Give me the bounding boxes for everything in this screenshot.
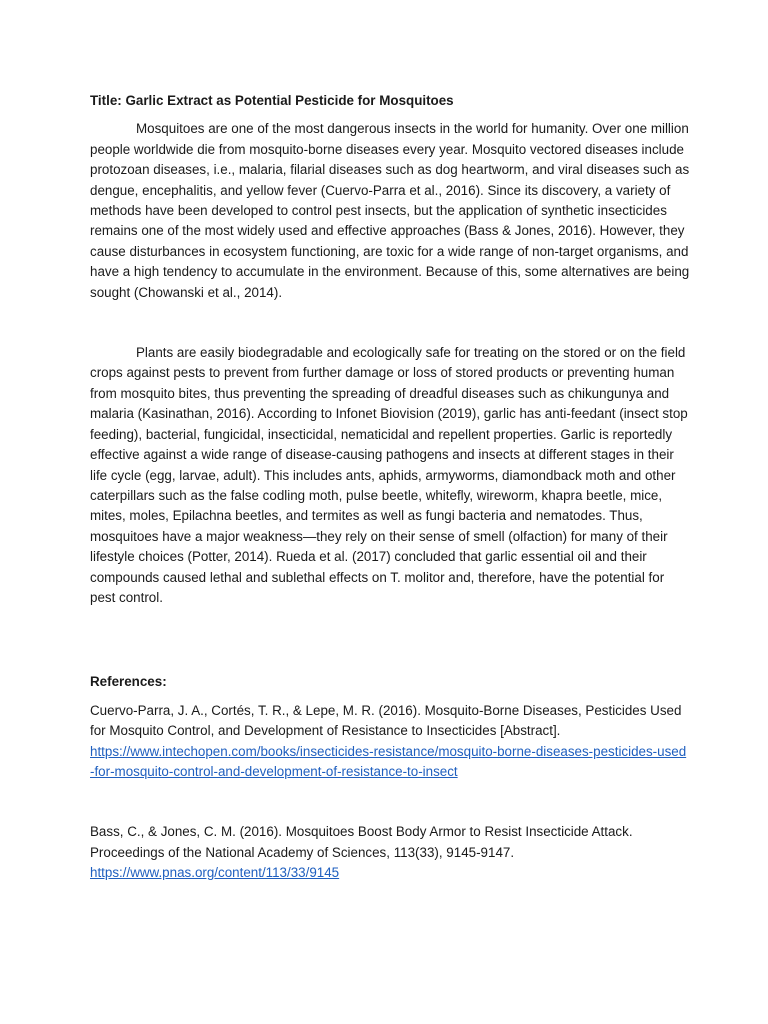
reference-1-citation: Cuervo-Parra, J. A., Cortés, T. R., & Lepe, M. R. (2016). Mosquito-Borne Diseases, Pesticides Used for Mosquito Control, and Development of Resistance to Insecticides [Abstract]. <box>90 702 682 739</box>
section-spacer <box>90 608 690 672</box>
paragraph-spacer <box>90 303 690 343</box>
references-heading: References: <box>90 674 167 690</box>
reference-1 <box>90 701 690 783</box>
reference-1-link[interactable]: https://www.intechopen.com/books/insecticides-resistance/mosquito-borne-diseases-pesticides-used-for-mosquito-control-and-development-of-resistance-to-insect <box>90 743 687 779</box>
reference-2-citation: Bass, C., & Jones, C. M. (2016). Mosquitoes Boost Body Armor to Resist Insecticide Attack. Proceedings of the National Academy of Sciences, 113(33), 9145-9147. <box>90 824 633 860</box>
reference-2 <box>90 822 690 883</box>
body-paragraph-1: Mosquitoes are one of the most dangerous insects in the world for humanity. Over one million people worldwide die from mosquito-borne diseases every year. Mosquito vectored diseases include protozoan diseases, i.e., malaria, filarial diseases such as dog heartworm, and viral diseases such as dengue, encephalitis, and yellow fever (Cuervo-Parra et al., 2016). Since its discovery, a variety of methods have been developed to control pest insects, but the application of synthetic insecticides remains one of the most widely used and effective approaches (Bass & Jones, 2016). However, they cause disturbances in ecosystem functioning, are toxic for a wide range of non-target organisms, and have a high tendency to accumulate in the environment. Because of this, some alternatives are being sought (Chowanski et al., 2014). <box>90 121 690 300</box>
body-paragraph-2: Plants are easily biodegradable and ecologically safe for treating on the stored or on the field crops against pests to prevent from further damage or loss of stored products or preventing human from mosquito bites, thus preventing the spreading of dreadful diseases such as chikungunya and malaria (Kasinathan, 2016). According to Infonet Biovision (2019), garlic has anti-feedant (insect stop feeding), bacterial, fungicidal, insecticidal, nematicidal and repellent properties. Garlic is reportedly effective against a wide range of disease-causing pathogens and insects at different stages in their life cycle (egg, larvae, adult). This includes ants, aphids, armyworms, diamondback moth and other caterpillars such as the false codling moth, pulse beetle, whitefly, wireworm, khapra beetle, mice, mites, moles, Epilachna beetles, and termites as well as fungi bacteria and nematodes. Thus, mosquitoes have a major weakness—they rely on their sense of smell (olfaction) for many of their lifestyle choices (Potter, 2014). Rueda et al. (2017) concluded that garlic essential oil and their compounds caused lethal and sublethal effects on T. molitor and, therefore, have the potential for pest control. <box>90 345 688 605</box>
document-title: Title: Garlic Extract as Potential Pesticide for Mosquitoes <box>90 93 454 108</box>
reference-spacer <box>90 782 690 822</box>
document-page <box>90 91 690 884</box>
reference-2-link[interactable]: https://www.pnas.org/content/113/33/9145 <box>90 865 340 881</box>
